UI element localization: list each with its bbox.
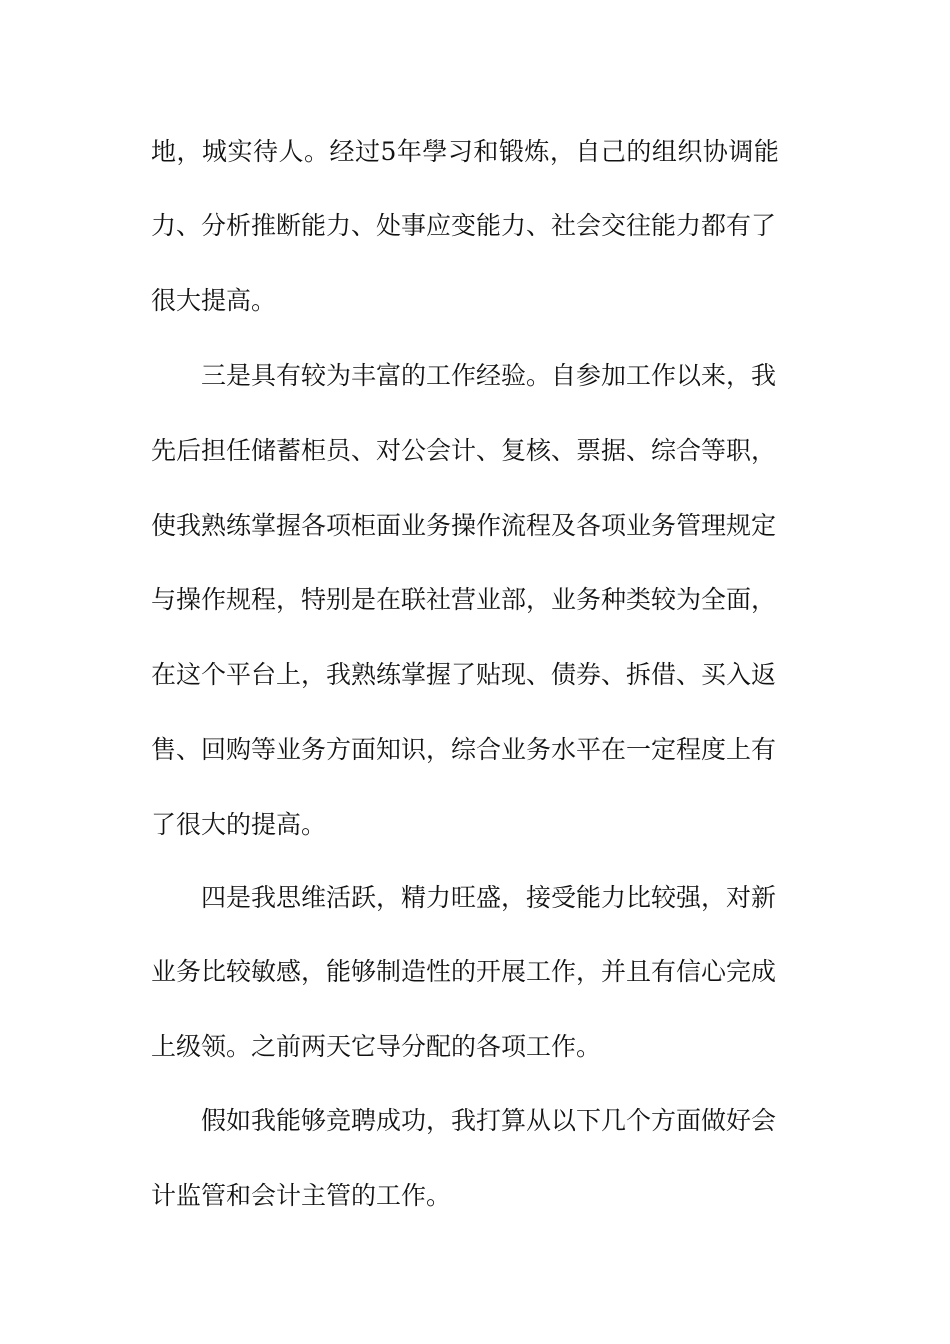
text-line: 使我熟练掌握各项柜面业务操作流程及各项业务管理规定 bbox=[151, 511, 777, 540]
text-line: 地，城实待人。经过5年學习和锻炼，自己的组织协调能 bbox=[151, 137, 780, 166]
text-line: 与操作规程，特别是在联社营业部，业务种类较为全面， bbox=[151, 585, 777, 614]
text-line: 计监管和会计主管的工作。 bbox=[151, 1181, 452, 1210]
text-line: 上级领。之前两天它导分配的各项工作。 bbox=[151, 1032, 602, 1061]
paragraph-start-line: 假如我能够竞聘成功，我打算从以下几个方面做好会 bbox=[201, 1106, 777, 1135]
paragraph-start-line: 三是具有较为丰富的工作经验。自参加工作以来，我 bbox=[201, 361, 777, 390]
paragraph-start-line: 四是我思维活跃，精力旺盛，接受能力比较强，对新 bbox=[201, 883, 777, 912]
text-line: 售、回购等业务方面知识，综合业务水平在一定程度上有 bbox=[151, 735, 777, 764]
text-line: 在这个平台上，我熟练掌握了贴现、债券、拆借、买入返 bbox=[151, 660, 777, 689]
text-line: 很大提高。 bbox=[151, 286, 277, 315]
text-line: 了很大的提高。 bbox=[151, 810, 327, 839]
text-line: 业务比较敏感，能够制造性的开展工作，并且有信心完成 bbox=[151, 957, 777, 986]
text-line: 力、分析推断能力、处事应变能力、社会交往能力都有了 bbox=[151, 211, 777, 240]
text-line: 先后担任储蓄柜员、对公会计、复核、票据、综合等职， bbox=[151, 436, 777, 465]
